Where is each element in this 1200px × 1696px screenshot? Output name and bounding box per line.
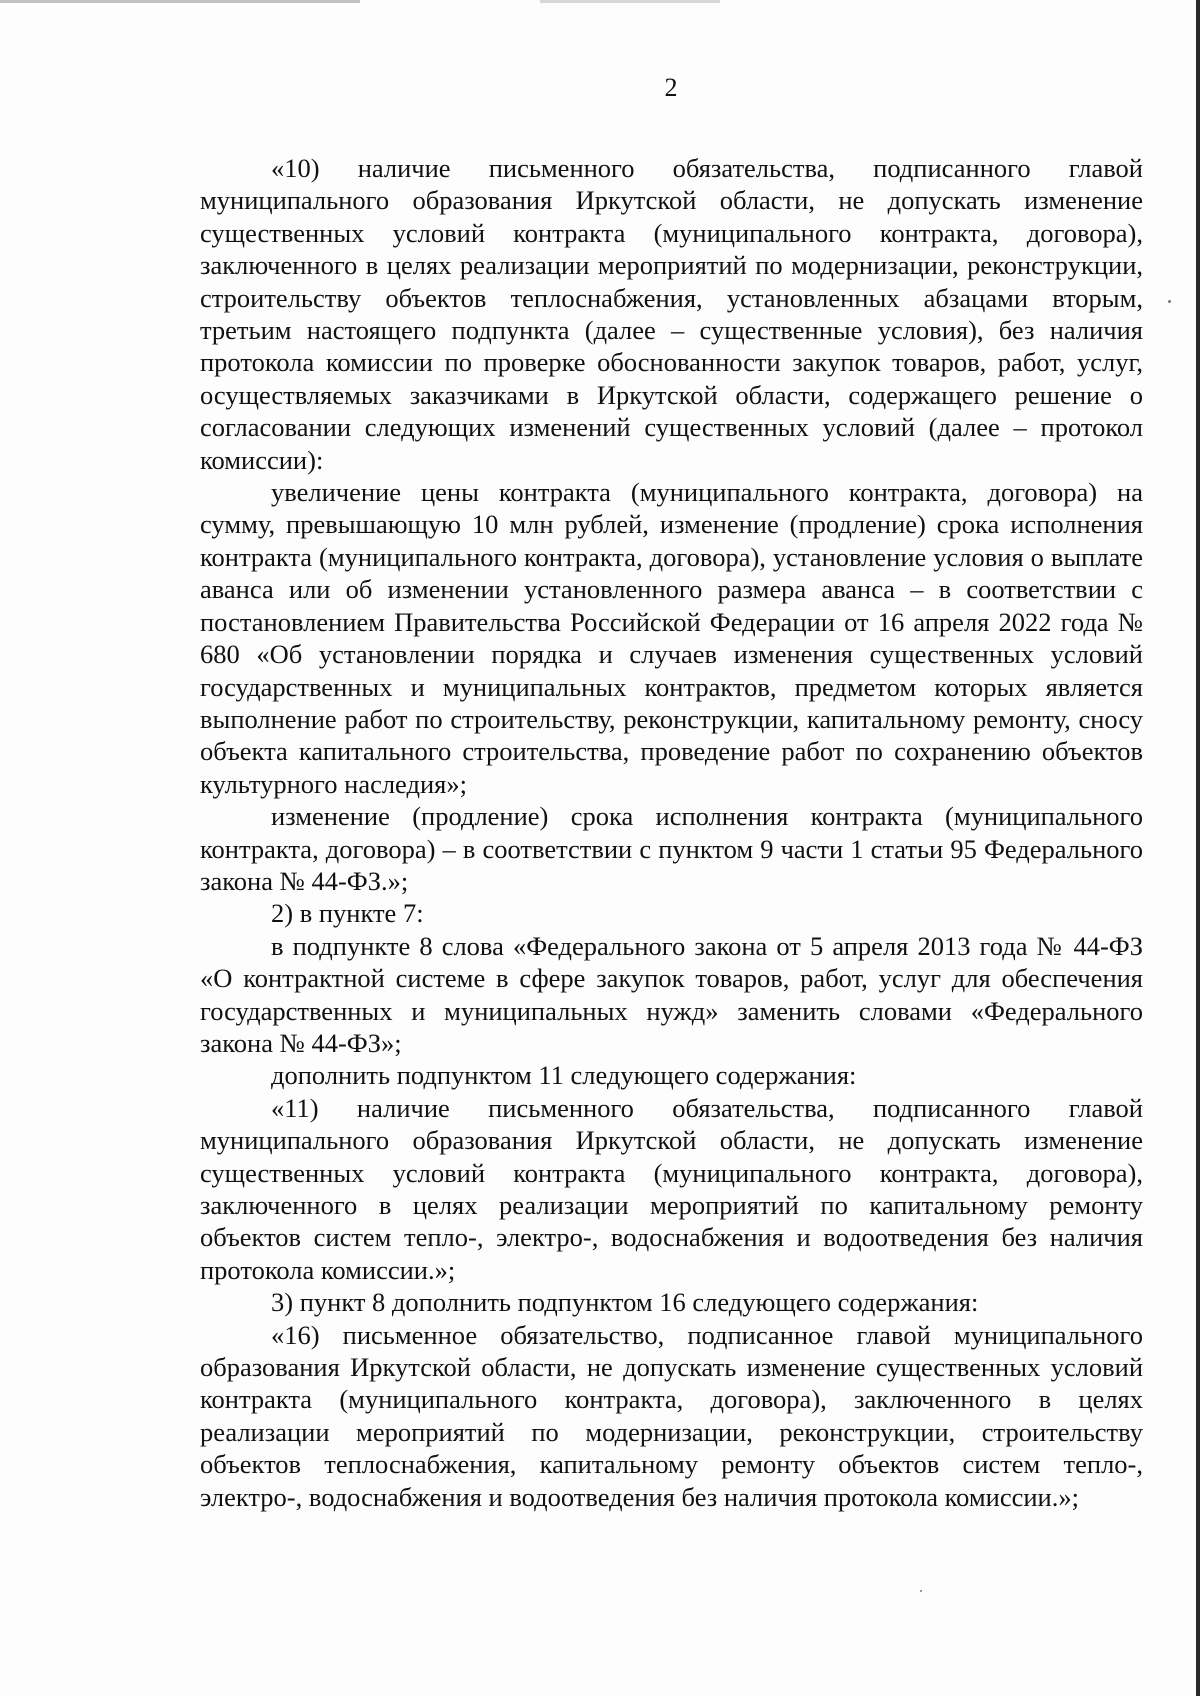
paragraph-add-subitem-11: дополнить подпунктом 11 следующего содержания: [271, 1060, 857, 1091]
paragraph-subitem-8-amendment: в подпункте 8 слова «Федерального закона от 5 апреля 2013 года № 44-ФЗ «О контрактной системе в сфере закупок товаров, работ, услуг для обеспечения государственных и муниципальных нужд» заменить словами «Федерального закона № 44-ФЗ»; [200, 930, 1143, 1058]
document-body [200, 152, 1143, 1513]
paragraph-subitem-11: «11) наличие письменного обязательства, подписанного главой муниципального образования Иркутской области, не допускать изменение существенных условий контракта (муниципального контракта, договора), заключенного в целях реализации мероприятий по капитальному ремонту объектов систем тепло-, электро-, водоснабжения и водоотведения без наличия протокола комиссии.»; [200, 1092, 1143, 1285]
paragraph-item-8: 3) пункт 8 дополнить подпунктом 16 следующего содержания: [271, 1287, 979, 1318]
page-number: 2 [664, 73, 678, 102]
paragraph-subitem-10: «10) наличие письменного обязательства, подписанного главой муниципального образования Иркутской области, не допускать изменение существенных условий контракта (муниципального контракта, договора), заключенного в целях реализации мероприятий по модернизации, реконструкции, строительству объектов теплоснабжения, установленных абзацами вторым, третьим настоящего подпункта (далее – существенные условия), без наличия протокола комиссии по проверке обоснованности закупок товаров, работ, услуг, осуществляемых заказчиками в Иркутской области, содержащего решение о согласовании следующих изменений существенных условий (далее – протокол комиссии): [200, 153, 1143, 475]
paragraph-price-increase: увеличение цены контракта (муниципального контракта, договора) на сумму, превышающую 10 млн рублей, изменение (продление) срока исполнения контракта (муниципального контракта, договора), установление условия о выплате аванса или об изменении установленного размера аванса – в соответствии с постановлением Правительства Российской Федерации от 16 апреля 2022 года № 680 «Об установлении порядка и случаев изменения существенных условий государственных и муниципальных контрактов, предметом которых является выполнение работ по строительству, реконструкции, капитальному ремонту, сносу объекта капитального строительства, проведение работ по сохранению объектов культурного наследия»; [200, 477, 1143, 799]
paragraph-subitem-16: «16) письменное обязательство, подписанное главой муниципального образования Иркутской области, не допускать изменение существенных условий контракта (муниципального контракта, договора), заключенного в целях реализации мероприятий по модернизации, реконструкции, строительству объектов теплоснабжения, капитальному ремонту объектов систем тепло-, электро-, водоснабжения и водоотведения без наличия протокола комиссии.»; [200, 1319, 1143, 1512]
scan-top-edge [0, 0, 1200, 3]
scan-speck [1168, 300, 1171, 303]
scan-right-edge [1196, 0, 1200, 1696]
scan-speck [920, 1590, 922, 1592]
paragraph-item-7: 2) в пункте 7: [271, 898, 424, 929]
paragraph-term-extension: изменение (продление) срока исполнения контракта (муниципального контракта, договора) – в соответствии с пунктом 9 части 1 статьи 95 Федерального закона № 44-ФЗ.»; [200, 801, 1143, 896]
